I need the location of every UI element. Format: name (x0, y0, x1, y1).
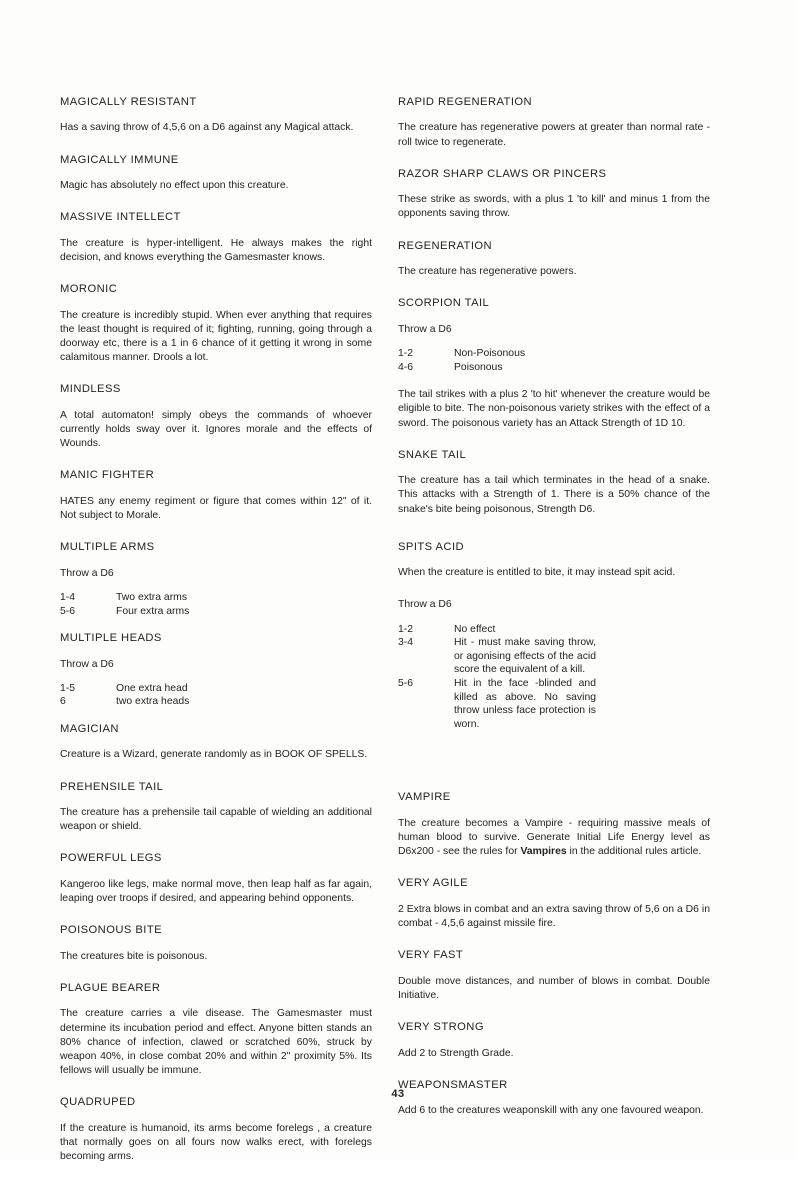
entry-poisonous-bite (60, 924, 372, 964)
column-gap (398, 745, 710, 791)
roll-result: Non-Poisonous (454, 347, 526, 359)
entry-vampire (398, 791, 710, 859)
entry-heading: WEAPONSMASTER (398, 1078, 508, 1091)
entry-body: HATES any enemy regiment or figure that comes within 12" of it. Not subject to Morale. (60, 495, 372, 522)
entry-heading: VAMPIRE (398, 791, 451, 804)
entry-body: A total automaton! simply obeys the commands of whoever currently holds sway over it. Ignores morale and the effects of Wounds. (60, 409, 372, 450)
roll-range: 1-5 (60, 682, 76, 694)
entry-heading: QUADRUPED (60, 1096, 136, 1109)
entry-body: The creature has regenerative powers. (398, 266, 577, 278)
roll-table (398, 623, 596, 732)
roll-range: 5-6 (398, 678, 414, 690)
entry-heading: POISONOUS BITE (60, 924, 163, 937)
table-row (398, 347, 525, 361)
roll-range: 3-4 (398, 637, 414, 649)
roll-range: 4-6 (398, 361, 414, 373)
entry-manic-fighter (60, 469, 372, 523)
entry-heading: VERY AGILE (398, 877, 469, 890)
two-column-layout (0, 96, 796, 1182)
roll-result: Hit in the face -blinded and killed as above. No saving throw unless face protection is worn. (454, 678, 596, 730)
entry-body: Add 6 to the creatures weaponskill with any one favoured weapon. (398, 1105, 704, 1117)
table-row (60, 682, 189, 696)
entry-very-strong (398, 1021, 710, 1061)
entry-heading: MAGICALLY IMMUNE (60, 153, 179, 166)
entry-powerful-legs (60, 852, 372, 906)
throw-instruction: Throw a D6 (398, 599, 452, 611)
roll-result: Hit - must make saving throw, or agonising effects of the acid score the equivalent of a kill. (454, 637, 596, 676)
page-number: 43 (391, 1088, 405, 1100)
throw-instruction: Throw a D6 (398, 323, 452, 335)
entry-heading: SPITS ACID (398, 540, 465, 553)
entry-heading: MULTIPLE ARMS (60, 541, 155, 554)
entry-plague-bearer (60, 982, 372, 1078)
entry-heading: VERY FAST (398, 949, 464, 962)
roll-range: 1-2 (398, 347, 414, 359)
entry-multiple-arms (60, 541, 372, 618)
roll-result: Poisonous (454, 361, 503, 373)
entry-heading: POWERFUL LEGS (60, 852, 162, 865)
left-column (0, 96, 398, 1182)
entry-very-agile (398, 877, 710, 931)
throw-instruction: Throw a D6 (60, 567, 114, 579)
entry-magician (60, 723, 372, 763)
roll-range: 5-6 (60, 605, 76, 617)
roll-result: One extra head (116, 682, 188, 694)
entry-body: Creature is a Wizard, generate randomly as in BOOK OF SPELLS. (60, 749, 368, 761)
entry-heading: PLAGUE BEARER (60, 981, 161, 994)
table-row (398, 361, 525, 375)
entry-heading: MORONIC (60, 283, 118, 296)
entry-very-fast (398, 949, 710, 1003)
entry-body: 2 Extra blows in combat and an extra saving throw of 5,6 on a D6 in combat - 4,5,6 against missile fire. (398, 903, 710, 930)
vampire-text-pre: The creature becomes a Vampire - requiring massive meals of human blood to survive. Generate Initial Life Energy level as D6x200 - see the rules for (398, 817, 710, 858)
roll-result: Four extra arms (116, 605, 190, 617)
entry-heading: MASSIVE INTELLECT (60, 211, 181, 224)
entry-heading: MAGICIAN (60, 722, 119, 735)
entry-mindless (60, 383, 372, 451)
roll-table (60, 682, 189, 709)
entry-body: When the creature is entitled to bite, it may instead spit acid. (398, 567, 676, 579)
entry-heading: MULTIPLE HEADS (60, 632, 162, 645)
entry-body: The creature has a tail which terminates in the head of a snake. This attacks with a Strength of 1. There is a 50% chance of the snake's bite being poisonous, Strength D6. (398, 475, 710, 515)
throw-instruction: Throw a D6 (60, 658, 114, 670)
table-row (60, 591, 189, 605)
entry-quadruped (60, 1096, 372, 1164)
entry-body: Has a saving throw of 4,5,6 on a D6 against any Magical attack. (60, 122, 354, 134)
entry-heading: MAGICALLY RESISTANT (60, 96, 197, 108)
entry-heading: RAZOR SHARP CLAWS OR PINCERS (398, 167, 607, 180)
table-row (398, 636, 596, 677)
vampire-term: Vampires (520, 846, 567, 858)
entry-body (398, 817, 710, 860)
entry-moronic (60, 283, 372, 365)
entry-heading: REGENERATION (398, 239, 493, 252)
entry-body: The tail strikes with a plus 2 'to hit' whenever the creature would be eligible to bite. The non-poisonous variety strikes with the effect of a sword. The poisonous variety has an Attack Strength of 1D 10. (398, 389, 710, 429)
entry-body: Add 2 to Strength Grade. (398, 1047, 514, 1059)
entry-body: These strike as swords, with a plus 1 'to kill' and minus 1 from the opponents saving throw. (398, 194, 710, 220)
entry-razor-sharp-claws-or-pincers (398, 168, 710, 222)
table-row (60, 605, 189, 619)
roll-result: two extra heads (116, 696, 190, 708)
entry-snake-tail (398, 449, 710, 517)
roll-table (398, 347, 525, 374)
entry-magically-immune (60, 154, 372, 194)
entry-body: The creature is hyper-intelligent. He always makes the right decision, and knows everything the Gamesmaster knows. (60, 237, 372, 263)
entry-heading: VERY STRONG (398, 1021, 484, 1034)
entry-body: If the creature is humanoid, its arms become forelegs , a creature that normally goes on all fours now walks erect, with forelegs becoming arms. (60, 1122, 372, 1163)
entry-body: Magic has absolutely no effect upon this creature. (60, 180, 289, 192)
entry-body: The creature is incredibly stupid. When ever anything that requires the least thought is required of it; fighting, running, going through a doorway etc, there is a 1 in 6 chance of it getting it wrong in some calamitous manner. Drools a lot. (60, 309, 372, 364)
entry-scorpion-tail (398, 297, 710, 430)
roll-result: Two extra arms (116, 591, 188, 603)
roll-range: 1-4 (60, 591, 76, 603)
entry-massive-intellect (60, 211, 372, 265)
entry-magically-resistant (60, 96, 372, 136)
entry-heading: SNAKE TAIL (398, 448, 467, 461)
roll-range: 6 (60, 696, 66, 708)
entry-heading: PREHENSILE TAIL (60, 780, 164, 793)
entry-multiple-heads (60, 632, 372, 709)
roll-result: No effect (454, 623, 496, 635)
table-row (398, 623, 596, 637)
roll-table (60, 591, 189, 618)
entry-body: The creature carries a vile disease. The Gamesmaster must determine its incubation period and effect. Anyone bitten stands an 80% chance of infection, clawed or scratched 60%, struck by weapon 40%, in close combat 20% and within 2" proximity 5%. Its fellows will usually be immune. (60, 1008, 372, 1077)
table-row (398, 677, 596, 731)
entry-heading: SCORPION TAIL (398, 297, 490, 310)
right-column (398, 96, 796, 1136)
entry-prehensile-tail (60, 781, 372, 835)
entry-body: Double move distances, and number of blows in combat. Double Initiative. (398, 975, 710, 1001)
entry-body: The creatures bite is poisonous. (60, 950, 208, 962)
roll-range: 1-2 (398, 623, 414, 635)
entry-rapid-regeneration (398, 96, 710, 150)
entry-heading: RAPID REGENERATION (398, 96, 533, 108)
entry-spits-acid (398, 541, 710, 732)
entry-body: Kangeroo like legs, make normal move, then leap half as far again, leaping over troops if desired, and appearing behind opponents. (60, 878, 372, 905)
entry-regeneration (398, 240, 710, 280)
vampire-text-post: in the additional rules article. (566, 846, 702, 858)
entry-heading: MANIC FIGHTER (60, 469, 155, 482)
table-row (60, 695, 189, 709)
entry-body: The creature has a prehensile tail capable of wielding an additional weapon or shield. (60, 807, 372, 833)
entry-body: The creature has regenerative powers at greater than normal rate - roll twice to regenerate. (398, 122, 710, 148)
entry-heading: MINDLESS (60, 383, 121, 396)
